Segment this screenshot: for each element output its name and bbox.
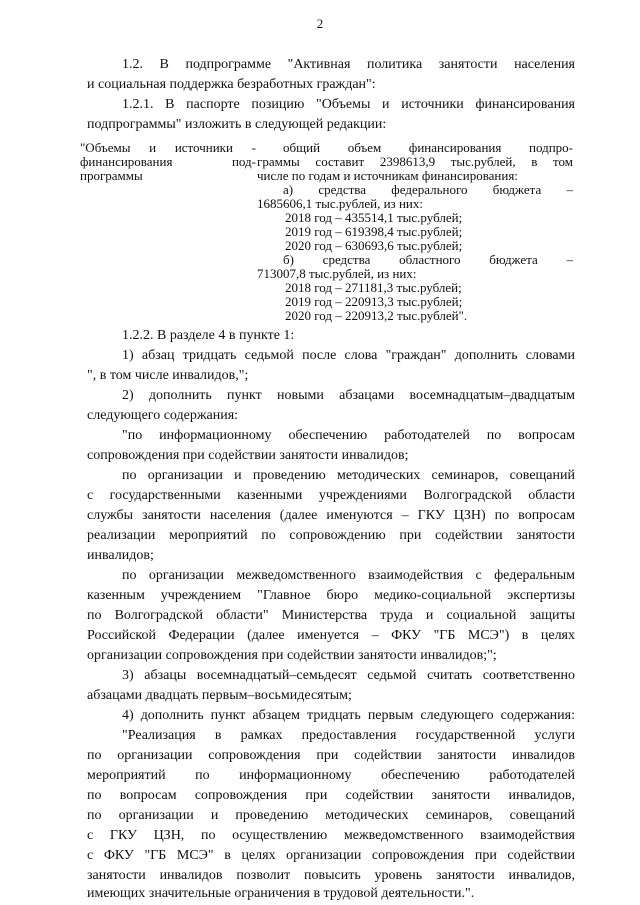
- body-line: инвалидов;: [87, 548, 154, 563]
- body-line: "по информационному обеспечению работодателей по вопросам: [122, 428, 575, 443]
- body-line: по организации межведомственного взаимодействия с федеральным: [122, 568, 575, 583]
- body-line: имеющих значительные ограничения в трудовой деятельности.".: [87, 886, 475, 901]
- page-number: 2: [316, 16, 324, 31]
- body-line: по организации и проведению методических семинаров, совещаний: [122, 468, 575, 483]
- body-line: по вопросам сопровождения при содействии занятости инвалидов,: [87, 788, 575, 803]
- table-value-line: числе по годам и источникам финансирования:: [257, 168, 518, 183]
- intro-line: и социальная поддержка безработных граждан":: [87, 77, 376, 92]
- body-line: 1) абзац тридцать седьмой после слова "граждан" дополнить словами: [122, 348, 575, 363]
- body-line: 2) дополнить пункт новыми абзацами восемнадцатым–двадцатым: [122, 388, 575, 403]
- body-line: абзацами двадцать первым–восьмидесятым;: [87, 688, 352, 703]
- table-value-line: б) средства областного бюджета –: [283, 252, 573, 267]
- body-line: казенным учреждением "Главное бюро медико-социальной экспертизы: [87, 588, 575, 603]
- table-label-line: "Объемы и источники -: [80, 140, 256, 155]
- table-label-line: программы: [80, 168, 143, 183]
- table-value-line: 2018 год – 435514,1 тыс.рублей;: [285, 210, 463, 225]
- body-line: с государственными казенными учреждениями Волгоградской области: [87, 488, 575, 503]
- body-line: следующего содержания:: [87, 408, 239, 423]
- table-value-line: граммы составит 2398613,9 тыс.рублей, в том: [257, 154, 573, 169]
- table-value-line: 2020 год – 220913,2 тыс.рублей".: [285, 308, 468, 323]
- table-value-line: 2019 год – 220913,3 тыс.рублей;: [285, 294, 463, 309]
- body-line: реализации мероприятий по сопровождению при содействии занятости: [87, 528, 575, 543]
- body-line: по организации и проведению методических семинаров, совещаний: [87, 808, 575, 823]
- body-line: ", в том числе инвалидов,";: [87, 368, 249, 383]
- body-line: по организации сопровождения при содействии занятости инвалидов: [87, 748, 575, 763]
- body-line: с ФКУ "ГБ МСЭ" в целях организации сопровождения при содействии: [87, 848, 575, 863]
- body-line: Российской Федерации (далее именуется – ФКУ "ГБ МСЭ") в целях: [87, 628, 575, 643]
- body-line: мероприятий по информационному обеспечению работодателей: [87, 768, 575, 783]
- table-value-line: а) средства федерального бюджета –: [283, 182, 573, 197]
- body-line: организации сопровождения при содействии занятости инвалидов;";: [87, 648, 497, 663]
- intro-line: 1.2.1. В паспорте позицию "Объемы и источники финансирования: [122, 97, 575, 112]
- body-line: сопровождения при содействии занятости инвалидов;: [87, 448, 409, 463]
- body-line: 1.2.2. В разделе 4 в пункте 1:: [122, 328, 295, 343]
- table-value-line: 2019 год – 619398,4 тыс.рублей;: [285, 224, 463, 239]
- body-line: службы занятости населения (далее именуются – ГКУ ЦЗН) по вопросам: [87, 508, 575, 523]
- body-line: с ГКУ ЦЗН, по осуществлению межведомственного взаимодействия: [87, 828, 575, 843]
- table-value-line: общий объем финансирования подпро-: [283, 140, 573, 155]
- intro-line: 1.2. В подпрограмме "Активная политика занятости населения: [122, 57, 575, 72]
- body-line: 4) дополнить пункт абзацем тридцать первым следующего содержания:: [122, 708, 575, 723]
- body-line: "Реализация в рамках предоставления государственной услуги: [122, 728, 575, 743]
- table-value-line: 713007,8 тыс.рублей, из них:: [257, 266, 417, 281]
- table-value-line: 2020 год – 630693,6 тыс.рублей;: [285, 238, 463, 253]
- table-label-line: финансирования под-: [80, 154, 256, 169]
- table-value-line: 2018 год – 271181,3 тыс.рублей;: [285, 280, 462, 295]
- table-label-column: [80, 141, 256, 183]
- intro-line: подпрограммы" изложить в следующей редакции:: [87, 117, 387, 132]
- body-line: по Волгоградской области" Министерства труда и социальной защиты: [87, 608, 575, 623]
- body-line: 3) абзацы восемнадцатый–семьдесят седьмой считать соответственно: [122, 668, 575, 683]
- table-value-column: [257, 141, 573, 323]
- body-line: занятости инвалидов позволит повысить уровень занятости инвалидов,: [87, 868, 575, 883]
- table-value-line: 1685606,1 тыс.рублей, из них:: [257, 196, 423, 211]
